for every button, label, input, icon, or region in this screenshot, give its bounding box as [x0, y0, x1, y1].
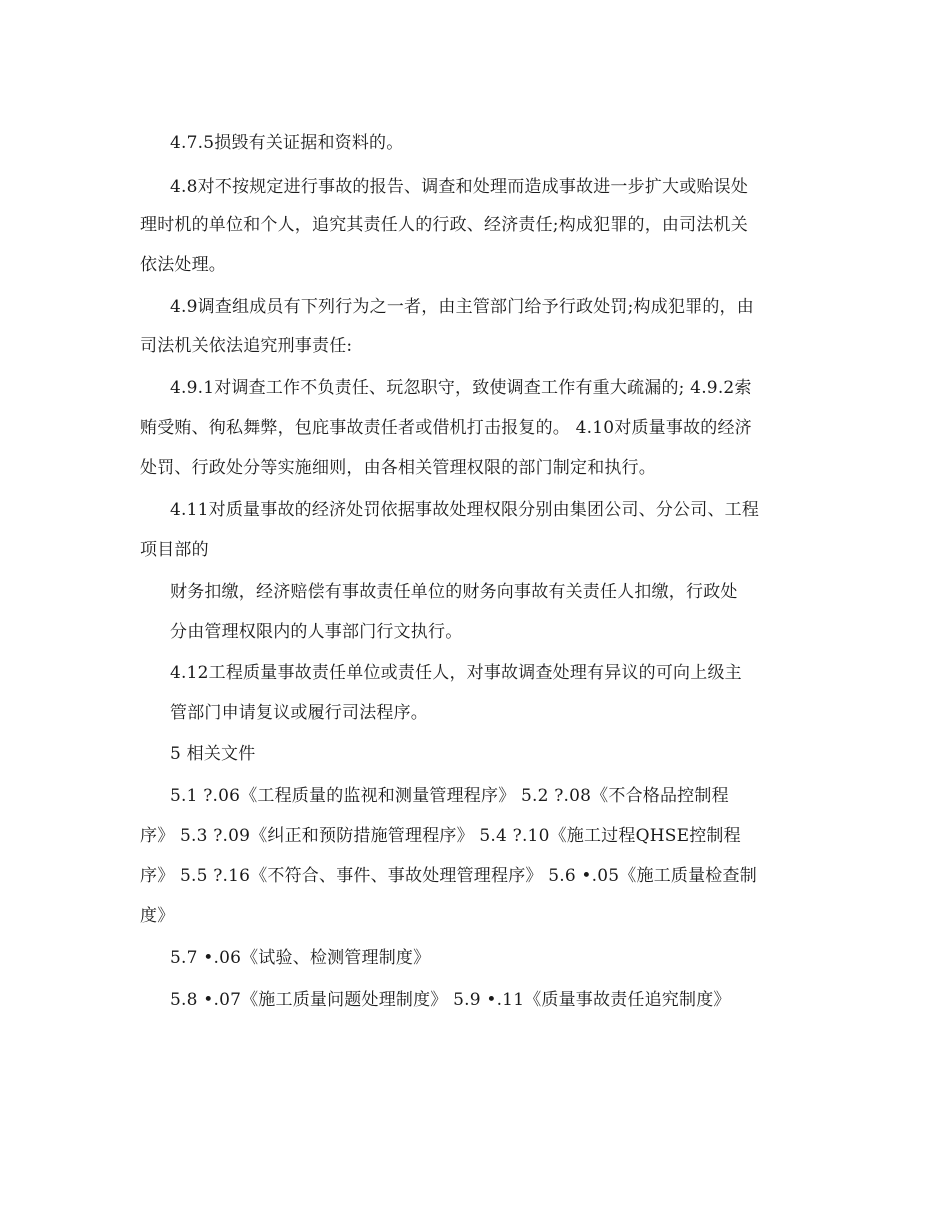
- text-line: 序》 5.3 ?.09《纠正和预防措施管理程序》 5.4 ?.10《施工过程QHSE控制程: [140, 826, 741, 846]
- text-line: 度》: [140, 906, 175, 926]
- text-line: 4.11对质量事故的经济处罚依据事故处理权限分别由集团公司、分公司、工程: [170, 500, 760, 520]
- text-line: 财务扣缴，经济赔偿有事故责任单位的财务向事故有关责任人扣缴，行政处: [170, 582, 738, 602]
- section-heading: 5 相关文件: [170, 744, 256, 764]
- text-line: 分由管理权限内的人事部门行文执行。: [170, 622, 463, 642]
- text-line: 管部门申请复议或履行司法程序。: [170, 703, 428, 723]
- text-line: 4.9调查组成员有下列行为之一者，由主管部门给予行政处罚;构成犯罪的，由: [170, 297, 754, 317]
- text-line: 处罚、行政处分等实施细则，由各相关管理权限的部门制定和执行。: [140, 458, 656, 478]
- text-line: 项目部的: [140, 540, 209, 560]
- text-line: 序》 5.5 ?.16《不符合、事件、事故处理管理程序》 5.6 •.05《施工质量检查制: [140, 866, 757, 886]
- text-line: 贿受贿、徇私舞弊，包庇事故责任者或借机打击报复的。 4.10对质量事故的经济: [140, 418, 752, 438]
- text-line: 4.8对不按规定进行事故的报告、调查和处理而造成事故进一步扩大或贻误处: [170, 177, 749, 197]
- text-line: 4.9.1对调查工作不负责任、玩忽职守，致使调查工作有重大疏漏的; 4.9.2索: [170, 378, 752, 398]
- text-line: 理时机的单位和个人，追究其责任人的行政、经济责任;构成犯罪的，由司法机关: [140, 215, 748, 235]
- text-line: 依法处理。: [140, 255, 226, 275]
- text-line: 4.12工程质量事故责任单位或责任人，对事故调查处理有异议的可向上级主: [170, 663, 742, 683]
- text-line: 5.1 ?.06《工程质量的监视和测量管理程序》 5.2 ?.08《不合格品控制程: [170, 786, 729, 806]
- text-line: 司法机关依法追究刑事责任:: [140, 336, 353, 356]
- text-line: 5.7 •.06《试验、检测管理制度》: [170, 948, 431, 968]
- text-line: 5.8 •.07《施工质量问题处理制度》 5.9 •.11《质量事故责任追究制度》: [170, 990, 731, 1010]
- text-line: 4.7.5损毁有关证据和资料的。: [170, 133, 404, 153]
